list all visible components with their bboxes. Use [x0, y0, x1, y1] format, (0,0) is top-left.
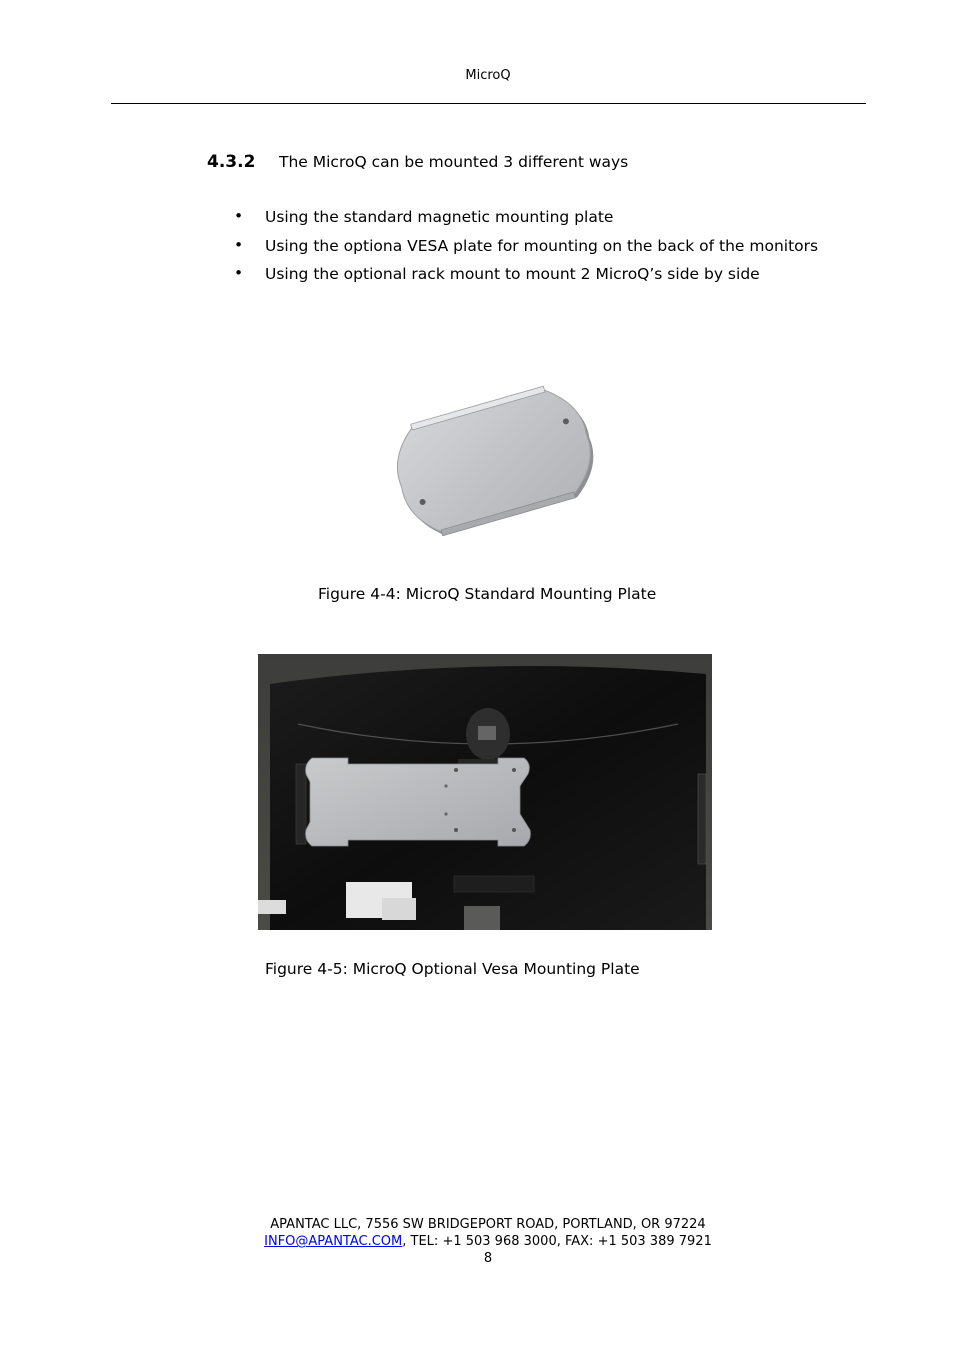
section-number: 4.3.2: [207, 152, 256, 172]
footer-address: APANTAC LLC, 7556 SW BRIDGEPORT ROAD, PORTLAND, OR 97224: [270, 1217, 706, 1232]
bullet-icon: •: [234, 264, 244, 282]
page-number: 8: [483, 1251, 493, 1266]
vesa-mounting-plate-photo: [258, 654, 712, 930]
section-title: The MicroQ can be mounted 3 different ways: [279, 153, 629, 171]
page-footer: [0, 1216, 954, 1267]
bullet-icon: •: [234, 207, 244, 225]
standard-mounting-plate-image: [395, 372, 600, 557]
footer-contact-line: [0, 1233, 954, 1250]
footer-phone-fax: , TEL: +1 503 968 3000, FAX: +1 503 389 7921: [402, 1234, 712, 1249]
list-item-text: Using the optiona VESA plate for mounting on the back of the monitors: [265, 236, 819, 255]
figure-caption: Figure 4-5: MicroQ Optional Vesa Mounting Plate: [265, 960, 640, 978]
list-item-text: Using the optional rack mount to mount 2 MicroQ’s side by side: [265, 265, 760, 283]
list-item-text: Using the standard magnetic mounting plate: [265, 208, 614, 226]
header-title: MicroQ: [465, 68, 511, 83]
section-heading: [207, 152, 628, 172]
header-divider: [111, 103, 866, 104]
bullet-icon: •: [234, 235, 244, 254]
bullet-list: [234, 208, 818, 294]
list-item: [234, 208, 818, 237]
list-item: [234, 237, 818, 266]
figure-caption: Figure 4-4: MicroQ Standard Mounting Plate: [318, 585, 657, 603]
list-item: [234, 265, 818, 294]
email-link[interactable]: INFO@APANTAC.COM: [264, 1234, 403, 1249]
